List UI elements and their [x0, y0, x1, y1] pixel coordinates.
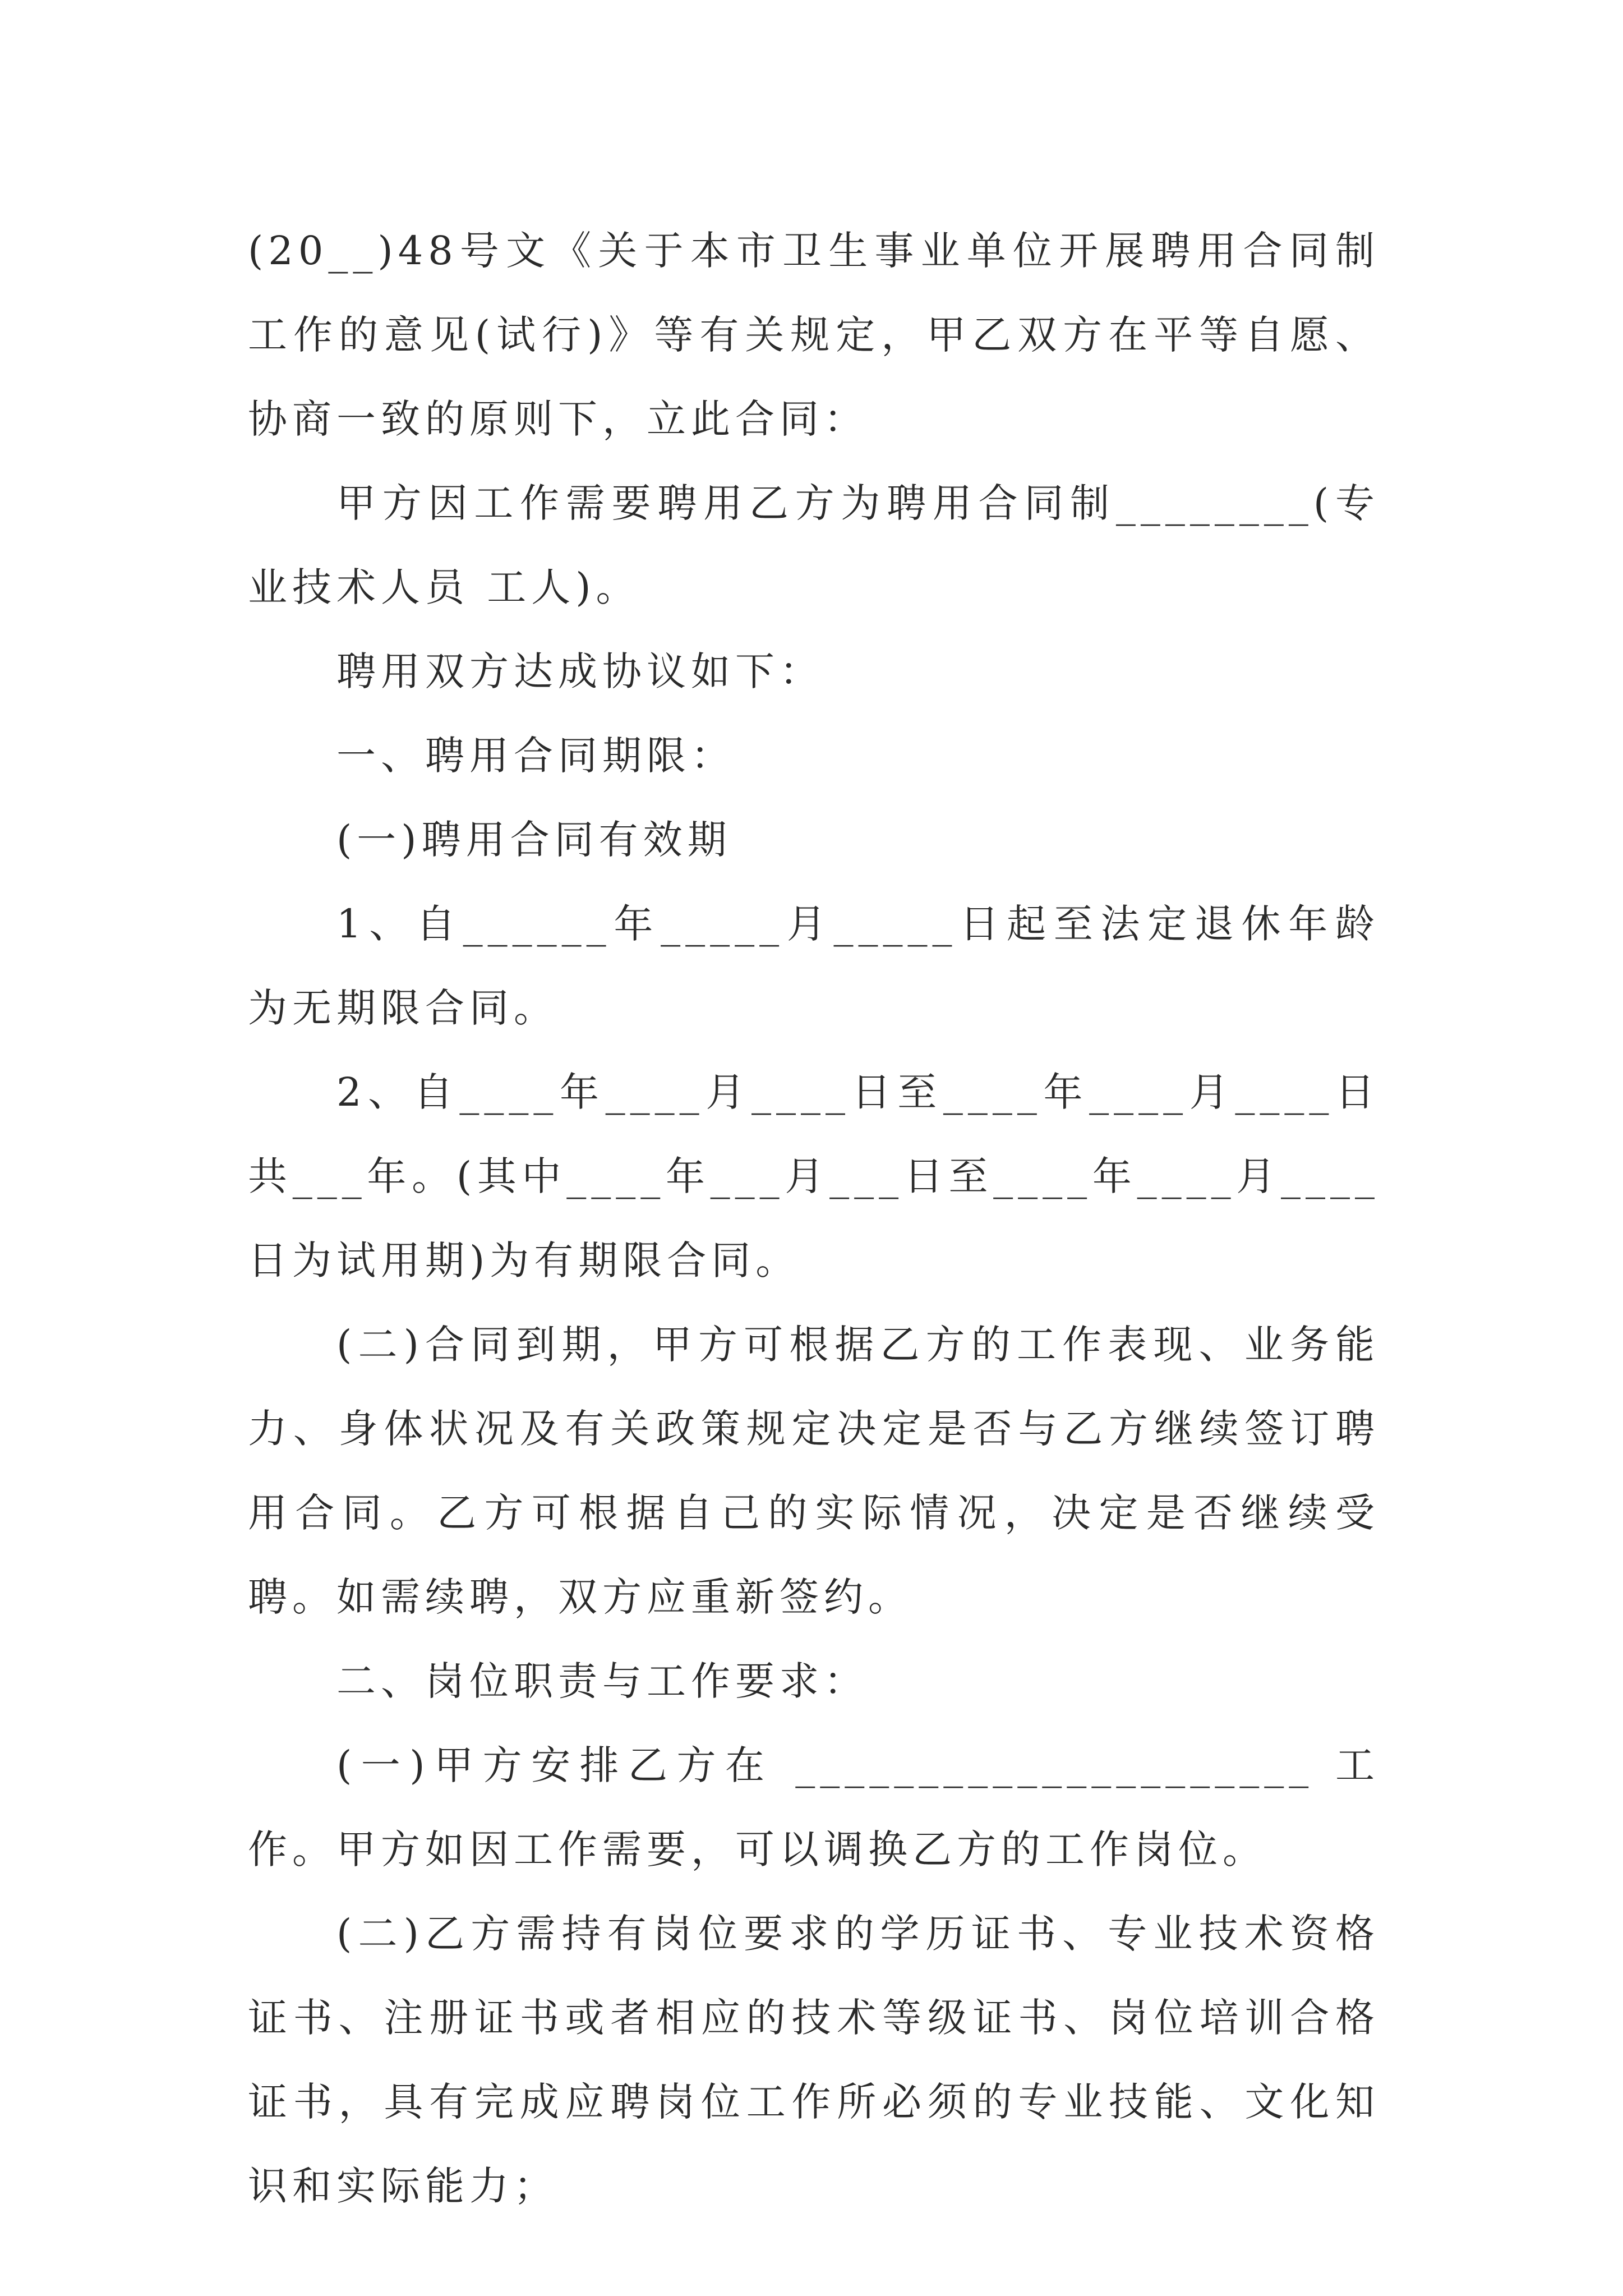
paragraph-job-assignment: (一)甲方安排乙方在 _____________________ 工作。甲方如因工作需要，可以调换乙方的工作岗位。 [248, 1742, 1380, 1872]
paragraph-contract-renewal: (二)合同到期，甲方可根据乙方的工作表现、业务能力、身体状况及有关政策规定决定是否与乙方继续签订聘用合同。乙方可根据自己的实际情况，决定是否继续受聘。如需续聘，双方应重新签约。 [248, 1322, 1380, 1620]
paragraph-employment-position: 甲方因工作需要聘用乙方为聘用合同制________(专业技术人员 工人)。 [248, 480, 1380, 610]
paragraph-indefinite-term: 1、自______年_____月_____日起至法定退休年龄为无期限合同。 [248, 901, 1380, 1031]
subheading-validity-period: (一)聘用合同有效期 [336, 817, 732, 863]
paragraph-fixed-term: 2、自____年____月____日至____年____月____日共___年。(其中____年___月___日至____年____月____日为试用期)为有期限合同。 [248, 1069, 1380, 1283]
section-heading-duties: 二、岗位职责与工作要求： [336, 1658, 868, 1704]
document-body [248, 209, 1380, 2228]
paragraph-agreement-intro: 聘用双方达成协议如下： [336, 648, 824, 694]
paragraph-legal-basis: (20__)48号文《关于本市卫生事业单位开展聘用合同制工作的意见(试行)》等有关规定，甲乙双方在平等自愿、协商一致的原则下，立此合同： [248, 228, 1380, 442]
paragraph-qualifications: (二)乙方需持有岗位要求的学历证书、专业技术资格证书、注册证书或者相应的技术等级证书、岗位培训合格证书，具有完成应聘岗位工作所必须的专业技能、文化知识和实际能力； [248, 1911, 1380, 2209]
section-heading-contract-term: 一、聘用合同期限： [336, 733, 735, 779]
